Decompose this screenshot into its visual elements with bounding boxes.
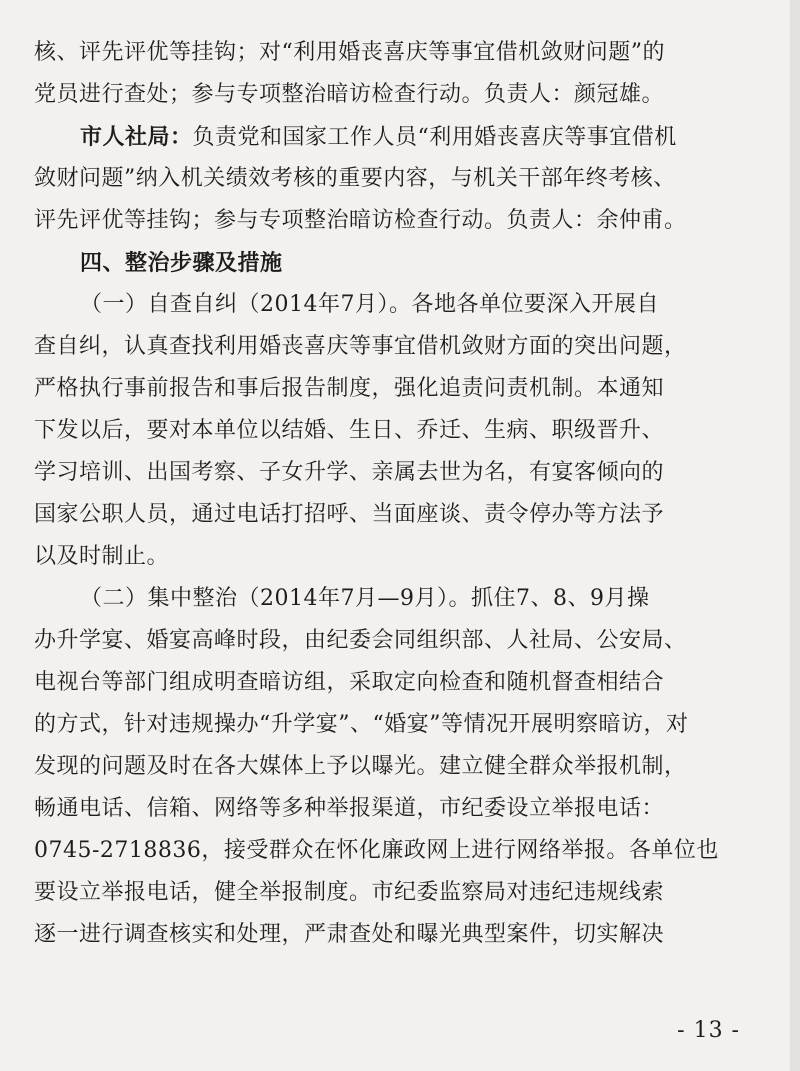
text-line: 党员进行查处；参与专项整治暗访检查行动。负责人：颜冠雄。	[34, 82, 665, 107]
text-line: 0745-2718836，接受群众在怀化廉政网上进行网络举报。各单位也	[34, 838, 719, 863]
text-line: 的方式，针对违规操办“升学宴”、“婚宴”等情况开展明察暗访，对	[34, 712, 689, 737]
text-line: 要设立举报电话，健全举报制度。市纪委监察局对违纪违规线索	[34, 880, 665, 905]
text-line: 办升学宴、婚宴高峰时段，由纪委会同组织部、人社局、公安局、	[34, 628, 687, 653]
text-line: 评先评优等挂钩；参与专项整治暗访检查行动。负责人：余仲甫。	[34, 208, 687, 233]
text-line: （二）集中整治（2014年7月—9月）。抓住7、8、9月操	[80, 586, 650, 611]
text-line: 发现的问题及时在各大媒体上予以曝光。建立健全群众举报机制，	[34, 754, 687, 779]
text-line: 学习培训、出国考察、子女升学、亲属去世为名，有宴客倾向的	[34, 460, 665, 485]
body-text	[34, 36, 764, 960]
text-line	[34, 120, 764, 154]
page-edge	[790, 0, 800, 1071]
section-label: 市人社局：	[80, 124, 193, 150]
section-heading: 四、整治步骤及措施	[80, 250, 283, 276]
text-line: 以及时制止。	[34, 544, 170, 569]
text-line: （一）自查自纠（2014年7月）。各地各单位要深入开展自	[80, 292, 659, 317]
text-line: 畅通电话、信箱、网络等多种举报渠道，市纪委设立举报电话：	[34, 796, 665, 821]
text-line: 电视台等部门组成明查暗访组，采取定向检查和随机督查相结合	[34, 670, 665, 695]
text-line: 下发以后，要对本单位以结婚、生日、乔迁、生病、职级晋升、	[34, 418, 665, 443]
text-line: 敛财问题”纳入机关绩效考核的重要内容，与机关干部年终考核、	[34, 166, 676, 191]
page-number: - 13 -	[677, 1018, 740, 1043]
text-line: 严格执行事前报告和事后报告制度，强化追责问责机制。本通知	[34, 376, 665, 401]
text-line: 核、评先评优等挂钩；对“利用婚丧喜庆等事宜借机敛财问题”的	[34, 40, 665, 65]
text-line: 国家公职人员，通过电话打招呼、当面座谈、责令停办等方法予	[34, 502, 665, 527]
section-text: 负责党和国家工作人员“利用婚丧喜庆等事宜借机	[192, 125, 677, 150]
text-line: 逐一进行调查核实和处理，严肃查处和曝光典型案件，切实解决	[34, 922, 665, 947]
text-line: 查自纠，认真查找利用婚丧喜庆等事宜借机敛财方面的突出问题，	[34, 334, 687, 359]
